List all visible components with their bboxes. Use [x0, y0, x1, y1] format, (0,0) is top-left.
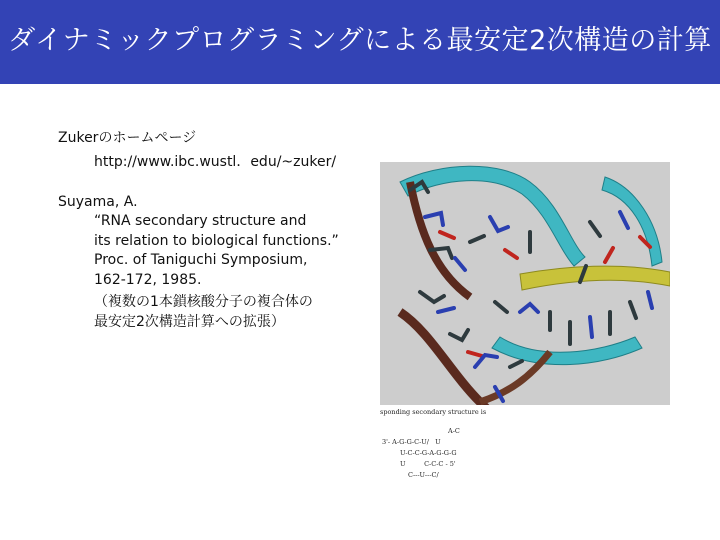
- suyama-line: Proc. of Taniguchi Symposium,: [94, 252, 308, 268]
- slide-title: ダイナミックプログラミングによる最安定2次構造の計算: [8, 25, 712, 56]
- structure-line: U-C-C-G-A-G-G-G: [400, 449, 457, 457]
- zuker-heading: Zukerのホームページ: [58, 130, 197, 146]
- structure-line: U C-C-C - 5': [400, 460, 456, 468]
- structure-line: A-C: [448, 427, 460, 435]
- suyama-line: 最安定2次構造計算への拡張）: [94, 314, 285, 330]
- suyama-author: Suyama, A.: [58, 194, 138, 210]
- suyama-line: 162-172, 1985.: [94, 272, 202, 288]
- structure-line: 3'- A-G-G-C-U/ U: [382, 438, 441, 446]
- structure-line: C---U---C/: [408, 471, 439, 479]
- suyama-line: its relation to biological functions.”: [94, 233, 339, 249]
- title-bar: [0, 0, 720, 84]
- caption-title: sponding secondary structure is: [380, 408, 487, 416]
- zuker-url[interactable]: http://www.ibc.wustl．edu/~zuker/: [94, 154, 337, 170]
- suyama-line: （複数の1本鎖核酸分子の複合体の: [94, 294, 313, 310]
- structure-caption: [380, 405, 670, 482]
- suyama-line: “RNA secondary structure and: [94, 213, 307, 229]
